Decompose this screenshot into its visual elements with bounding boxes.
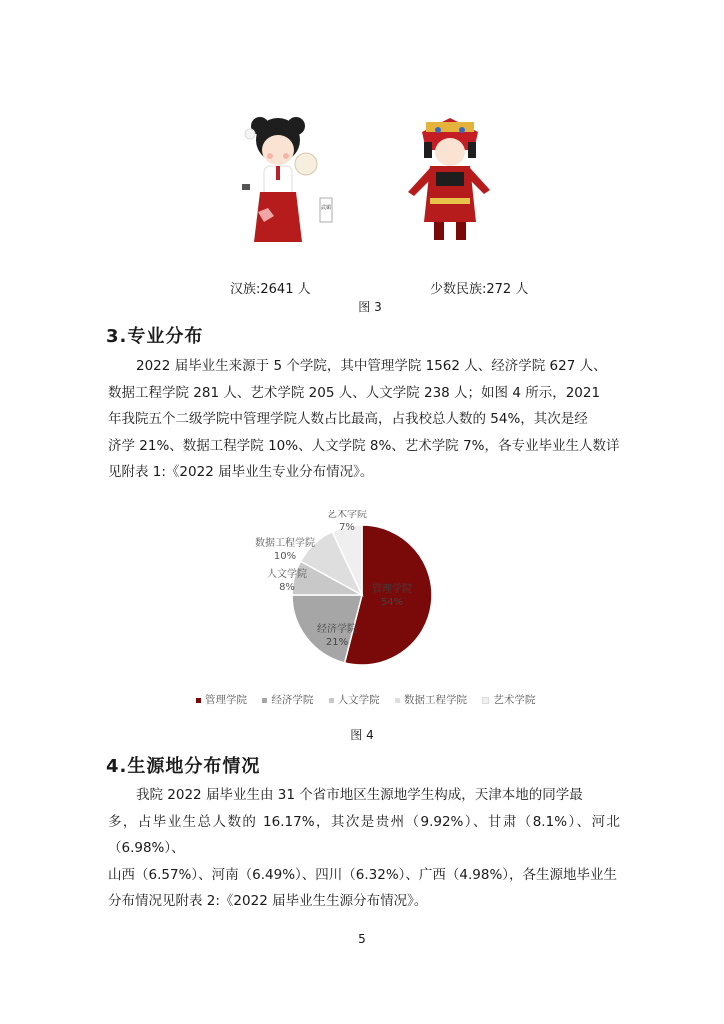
legend-item-yishu — [482, 694, 535, 706]
section-4-heading: 4.生源地分布情况 — [106, 756, 261, 777]
pie-slice-name-1: 经济学院 — [317, 624, 357, 635]
legend-swatch-renwen — [329, 698, 334, 703]
section-3-line-4: 济学 21%、数据工程学院 10%、人文学院 8%、艺术学院 7%，各专业毕业生人数详 — [108, 437, 620, 454]
legend-swatch-yishu — [482, 697, 489, 704]
pie-slice-value-2: 8% — [279, 582, 295, 593]
figure-3 — [0, 0, 724, 320]
pie-slice-value-0: 54% — [380, 597, 404, 608]
legend-label-yishu: 艺术学院 — [493, 694, 536, 706]
pie-slice-name-0: 管理学院 — [372, 584, 412, 595]
pie-slice-value-1: 21% — [325, 637, 349, 648]
legend-label-renwen: 人文学院 — [337, 694, 380, 706]
section-4-paragraph — [108, 782, 620, 915]
legend-swatch-guanli — [196, 698, 201, 703]
pie-slice-name-2: 人文学院 — [267, 569, 307, 580]
section-4-line-2: 多，占毕业生总人数的 16.17%，其次是贵州（9.92%）、甘肃（8.1%）、河北（6.98%）、 — [108, 813, 620, 856]
legend-swatch-jingji — [262, 698, 267, 703]
legend-item-shuju — [395, 694, 467, 706]
section-3-paragraph — [108, 353, 620, 486]
page-number: 5 — [358, 932, 366, 946]
legend-swatch-shuju — [395, 698, 400, 703]
pie-slice-name-4: 艺术学院 — [327, 510, 367, 520]
pie-slice-name-3: 数据工程学院 — [255, 538, 315, 549]
legend-item-renwen — [329, 694, 380, 706]
stamp-text: 武媚 — [320, 205, 332, 211]
figure-3-caption: 图 3 — [358, 300, 382, 314]
pie-slice-value-4: 7% — [339, 522, 355, 533]
minority-girl-illustration — [400, 112, 500, 252]
section-4-line-4: 分布情况见附表 2:《2022 届毕业生生源分布情况》。 — [108, 893, 428, 909]
section-4-line-3: 山西（6.57%）、河南（6.49%）、四川（6.32%）、广西（4.98%），各生源地毕业生 — [108, 866, 618, 883]
legend-label-guanli: 管理学院 — [205, 694, 247, 706]
pie-slice-value-3: 10% — [273, 551, 297, 562]
section-3-heading: 3.专业分布 — [106, 326, 204, 347]
legend-label-shuju: 数据工程学院 — [404, 694, 468, 706]
section-3-line-3: 年我院五个二级学院中管理学院人数占比最高，占我校总人数的 54%，其次是经 — [108, 411, 588, 427]
legend-item-guanli — [196, 694, 247, 706]
major-distribution-pie-chart — [212, 510, 512, 680]
section-3-line-5: 见附表 1:《2022 届毕业生专业分布情况》。 — [108, 464, 374, 480]
pie-legend — [196, 692, 547, 707]
minority-count-label: 少数民族:272 人 — [430, 282, 529, 297]
legend-item-jingji — [262, 694, 313, 706]
section-4-line-1: 我院 2022 届毕业生由 31 个省市地区生源地学生构成，天津本地的同学最 — [136, 787, 583, 803]
legend-label-jingji: 经济学院 — [271, 694, 314, 706]
han-count-label: 汉族:2641 人 — [230, 282, 311, 297]
section-3-line-2: 数据工程学院 281 人、艺术学院 205 人、人文学院 238 人；如图 4 所示，2021 — [108, 384, 601, 401]
section-3-line-1: 2022 届毕业生来源于 5 个学院，其中管理学院 1562 人、经济学院 627 人、 — [136, 358, 607, 374]
figure-4-caption: 图 4 — [350, 728, 374, 742]
han-girl-illustration — [228, 112, 338, 252]
